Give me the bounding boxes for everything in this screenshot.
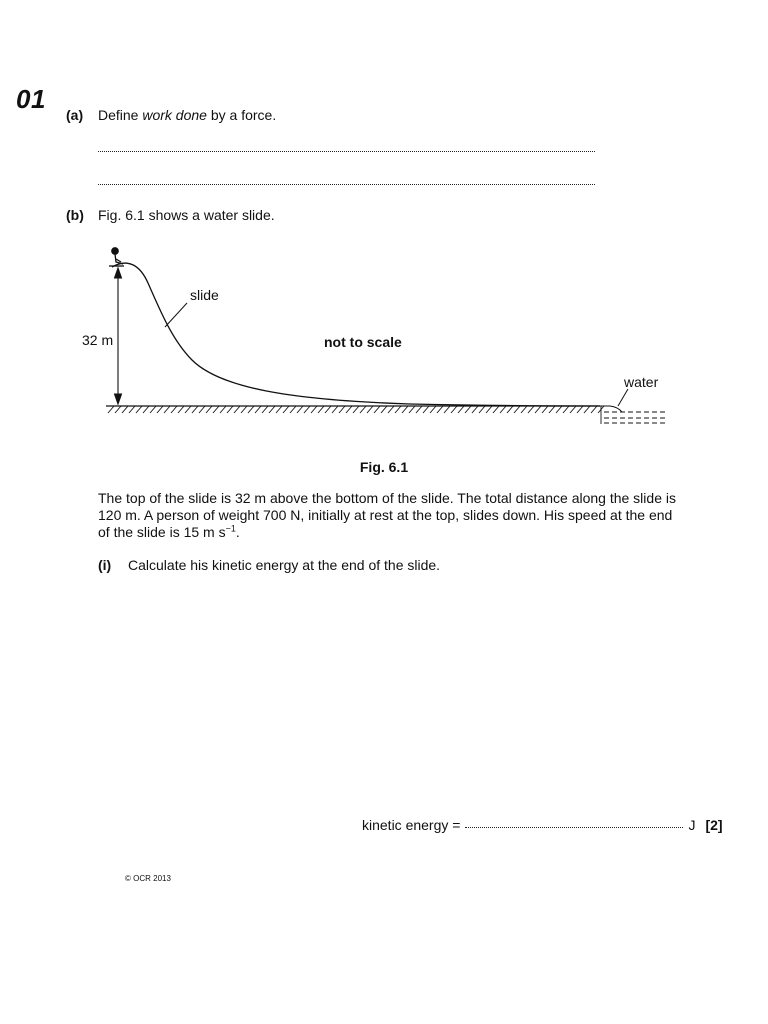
answer-marks: [2]	[705, 817, 723, 833]
hatch-mark	[402, 406, 408, 413]
hatch-mark	[542, 406, 548, 413]
water-label: water	[624, 374, 659, 390]
answer-unit: J	[688, 817, 696, 833]
hatch-mark	[521, 406, 527, 413]
answer-label: kinetic energy =	[362, 817, 461, 833]
hatch-mark	[150, 406, 156, 413]
hatch-mark	[115, 406, 121, 413]
hatch-mark	[325, 406, 331, 413]
hatch-mark	[465, 406, 471, 413]
question-paragraph	[98, 490, 720, 541]
figure-caption: Fig. 6.1	[359, 459, 409, 475]
hatch-mark	[234, 406, 240, 413]
hatch-mark	[500, 406, 506, 413]
water-slide-figure	[80, 240, 680, 435]
paragraph-line-3	[98, 524, 720, 541]
copyright-notice: © OCR 2013	[125, 874, 171, 883]
hatch-mark	[297, 406, 303, 413]
hatch-mark	[535, 406, 541, 413]
hatch-mark	[311, 406, 317, 413]
hatch-mark	[486, 406, 492, 413]
hatch-mark	[136, 406, 142, 413]
hatch-mark	[241, 406, 247, 413]
hatch-mark	[199, 406, 205, 413]
hatch-mark	[584, 406, 590, 413]
hatch-mark	[577, 406, 583, 413]
sub-i-text: Calculate his kinetic energy at the end of the slide.	[128, 557, 441, 573]
part-b-label: (b)	[66, 207, 84, 223]
hatch-mark	[367, 406, 373, 413]
hatch-mark	[556, 406, 562, 413]
hatch-mark	[248, 406, 254, 413]
paragraph-line-1: The top of the slide is 32 m above the bottom of the slide. The total distance along the slide is	[98, 490, 676, 506]
hatch-mark	[220, 406, 226, 413]
hatch-mark	[388, 406, 394, 413]
paragraph-line-3-end: .	[235, 524, 240, 540]
answer-input-line[interactable]	[465, 827, 683, 828]
question-number: 01	[16, 84, 46, 114]
hatch-mark	[381, 406, 387, 413]
hatch-mark	[549, 406, 555, 413]
hatch-mark	[346, 406, 352, 413]
hatch-mark	[395, 406, 401, 413]
height-label: 32 m	[82, 332, 114, 348]
height-arrow	[115, 268, 122, 404]
hatch-mark	[493, 406, 499, 413]
hatch-mark	[591, 406, 597, 413]
hatch-mark	[276, 406, 282, 413]
hatch-mark	[206, 406, 212, 413]
hatch-mark	[416, 406, 422, 413]
hatch-mark	[192, 406, 198, 413]
slide-label-leader	[165, 303, 187, 327]
water-label-leader	[618, 389, 628, 406]
hatch-mark	[332, 406, 338, 413]
slide-label: slide	[190, 287, 219, 303]
hatch-mark	[129, 406, 135, 413]
hatch-mark	[528, 406, 534, 413]
hatch-mark	[164, 406, 170, 413]
hatch-mark	[507, 406, 513, 413]
hatch-mark	[108, 406, 114, 413]
hatch-mark	[171, 406, 177, 413]
hatch-mark	[374, 406, 380, 413]
part-a-text-emphasis: work done	[142, 107, 207, 123]
hatch-mark	[479, 406, 485, 413]
paragraph-line-2: 120 m. A person of weight 700 N, initially at rest at the top, slides down. His speed at the end	[98, 507, 673, 523]
hatch-mark	[451, 406, 457, 413]
hatch-mark	[318, 406, 324, 413]
hatch-mark	[178, 406, 184, 413]
paragraph-line-3-superscript: −1	[225, 523, 236, 534]
hatch-mark	[122, 406, 128, 413]
hatch-mark	[143, 406, 149, 413]
hatch-mark	[570, 406, 576, 413]
hatch-mark	[360, 406, 366, 413]
hatch-mark	[283, 406, 289, 413]
hatch-mark	[458, 406, 464, 413]
hatch-mark	[444, 406, 450, 413]
hatch-mark	[157, 406, 163, 413]
hatch-mark	[437, 406, 443, 413]
hatch-mark	[290, 406, 296, 413]
hatch-mark	[304, 406, 310, 413]
part-a-prompt	[98, 107, 276, 124]
hatch-mark	[339, 406, 345, 413]
ground-hatching	[108, 406, 604, 413]
hatch-mark	[472, 406, 478, 413]
hatch-mark	[409, 406, 415, 413]
paragraph-line-3-text: of the slide is 15 m s	[98, 524, 226, 540]
part-a-text-pre: Define	[98, 107, 143, 123]
water-pool	[600, 406, 666, 424]
hatch-mark	[353, 406, 359, 413]
hatch-mark	[185, 406, 191, 413]
not-to-scale-note: not to scale	[324, 334, 402, 350]
part-a-text-post: by a force.	[206, 107, 277, 123]
kinetic-energy-answer	[362, 817, 732, 833]
part-b-text: Fig. 6.1 shows a water slide.	[98, 207, 275, 223]
hatch-mark	[227, 406, 233, 413]
answer-line-a1[interactable]	[98, 151, 595, 152]
hatch-mark	[213, 406, 219, 413]
hatch-mark	[262, 406, 268, 413]
hatch-mark	[514, 406, 520, 413]
answer-line-a2[interactable]	[98, 184, 595, 185]
hatch-mark	[423, 406, 429, 413]
hatch-mark	[269, 406, 275, 413]
sub-i-label: (i)	[98, 557, 112, 573]
hatch-mark	[563, 406, 569, 413]
hatch-mark	[430, 406, 436, 413]
hatch-mark	[255, 406, 261, 413]
part-a-label: (a)	[66, 107, 84, 123]
